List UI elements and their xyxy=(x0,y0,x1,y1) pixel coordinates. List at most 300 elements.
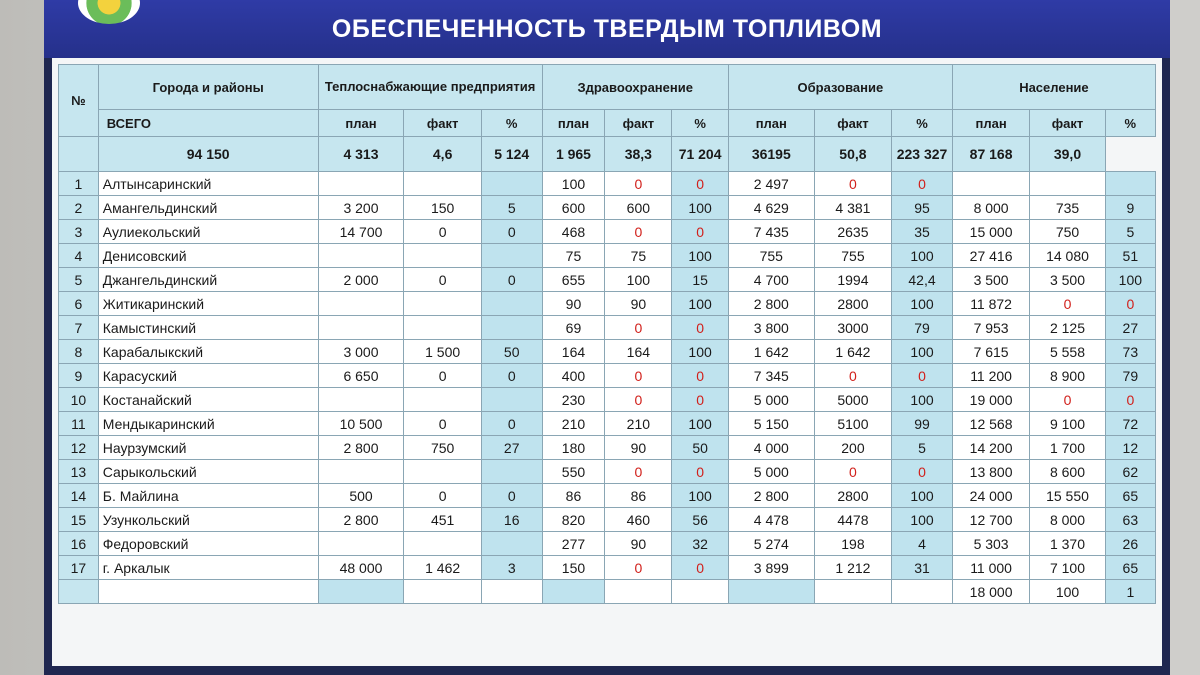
row-health-pct: 100 xyxy=(672,196,729,220)
table-row xyxy=(59,532,1156,556)
row-health-pct: 50 xyxy=(672,436,729,460)
row-population-plan: 14 200 xyxy=(952,436,1029,460)
row-education-pct: 35 xyxy=(892,220,953,244)
row-population-plan: 13 800 xyxy=(952,460,1029,484)
row-health-pct: 100 xyxy=(672,340,729,364)
row-health-fact: 0 xyxy=(605,460,672,484)
row-number: 17 xyxy=(59,556,99,580)
row-heat-fact: 1 500 xyxy=(404,340,481,364)
row-population-fact: 1 370 xyxy=(1030,532,1105,556)
row-population-pct: 79 xyxy=(1105,364,1155,388)
row-population-fact: 8 900 xyxy=(1030,364,1105,388)
row-health-plan: 69 xyxy=(542,316,605,340)
row-population-fact: 2 125 xyxy=(1030,316,1105,340)
row-education-fact: 5100 xyxy=(814,412,891,436)
row-population-pct: 9 xyxy=(1105,196,1155,220)
row-education-fact: 2800 xyxy=(814,292,891,316)
row-education-plan: 1 642 xyxy=(728,340,814,364)
row-population-plan: 27 416 xyxy=(952,244,1029,268)
row-health-plan: 180 xyxy=(542,436,605,460)
row-education-fact: 0 xyxy=(814,364,891,388)
row-population-pct: 65 xyxy=(1105,556,1155,580)
row-heat-plan: 10 500 xyxy=(318,412,404,436)
total-no xyxy=(59,137,99,172)
row-education-plan: 3 800 xyxy=(728,316,814,340)
row-health-pct: 0 xyxy=(672,460,729,484)
row-number: 14 xyxy=(59,484,99,508)
row-heat-fact: 750 xyxy=(404,436,481,460)
row-education-fact: 4 381 xyxy=(814,196,891,220)
row-number: 8 xyxy=(59,340,99,364)
row-education-pct: 95 xyxy=(892,196,953,220)
row-number: 5 xyxy=(59,268,99,292)
row-health-pct: 0 xyxy=(672,316,729,340)
row-heat-pct xyxy=(481,388,542,412)
header-education: Образование xyxy=(728,65,952,110)
header-population: Население xyxy=(952,65,1155,110)
row-district-name: Алтынсаринский xyxy=(98,172,318,196)
row-heat-plan: 6 650 xyxy=(318,364,404,388)
row-health-fact: 86 xyxy=(605,484,672,508)
row-population-pct: 26 xyxy=(1105,532,1155,556)
row-education-plan: 4 478 xyxy=(728,508,814,532)
table-row xyxy=(59,484,1156,508)
header-total-label: ВСЕГО xyxy=(98,110,318,137)
row-district-name: Наурзумский xyxy=(98,436,318,460)
row-health-pct: 15 xyxy=(672,268,729,292)
row-heat-pct xyxy=(481,460,542,484)
row-education-fact: 1 212 xyxy=(814,556,891,580)
total-heat-plan: 94 150 xyxy=(98,137,318,172)
row-population-pct: 0 xyxy=(1105,388,1155,412)
row-health-fact: 0 xyxy=(605,316,672,340)
row-population-plan: 19 000 xyxy=(952,388,1029,412)
row-heat-fact xyxy=(404,388,481,412)
row-education-pct: 4 xyxy=(892,532,953,556)
header-heat-plan: план xyxy=(318,110,404,137)
row-population-fact: 5 558 xyxy=(1030,340,1105,364)
row-district-name: Сарыкольский xyxy=(98,460,318,484)
row-heat-fact xyxy=(404,532,481,556)
row-education-plan: 4 000 xyxy=(728,436,814,460)
total-population-pct: 39,0 xyxy=(1030,137,1105,172)
row-district-name: Костанайский xyxy=(98,388,318,412)
row-district-name: Карабалыкский xyxy=(98,340,318,364)
row-health-plan: 100 xyxy=(542,172,605,196)
row-heat-fact: 0 xyxy=(404,484,481,508)
row-health-plan: 468 xyxy=(542,220,605,244)
table-row xyxy=(59,556,1156,580)
extra-empty-cell xyxy=(404,580,481,604)
row-district-name: Житикаринский xyxy=(98,292,318,316)
row-district-name: Карасуский xyxy=(98,364,318,388)
row-education-fact: 755 xyxy=(814,244,891,268)
row-education-fact: 1 642 xyxy=(814,340,891,364)
row-district-name: Б. Майлина xyxy=(98,484,318,508)
header-health-pct: % xyxy=(672,110,729,137)
header-education-fact: факт xyxy=(814,110,891,137)
row-education-pct: 79 xyxy=(892,316,953,340)
row-education-pct: 100 xyxy=(892,388,953,412)
row-district-name: Аулиекольский xyxy=(98,220,318,244)
row-heat-fact xyxy=(404,172,481,196)
row-heat-pct: 0 xyxy=(481,268,542,292)
row-population-fact: 1 700 xyxy=(1030,436,1105,460)
row-health-plan: 550 xyxy=(542,460,605,484)
total-education-plan: 71 204 xyxy=(672,137,729,172)
header-heat: Теплоснабжающие предприятия xyxy=(318,65,542,110)
row-heat-pct xyxy=(481,292,542,316)
extra-population-fact: 100 xyxy=(1030,580,1105,604)
row-health-plan: 820 xyxy=(542,508,605,532)
row-number: 16 xyxy=(59,532,99,556)
row-number: 13 xyxy=(59,460,99,484)
row-district-name: Узункольский xyxy=(98,508,318,532)
row-health-plan: 230 xyxy=(542,388,605,412)
row-education-fact: 2635 xyxy=(814,220,891,244)
row-education-pct: 100 xyxy=(892,244,953,268)
table-row xyxy=(59,196,1156,220)
row-population-pct: 51 xyxy=(1105,244,1155,268)
row-health-plan: 90 xyxy=(542,292,605,316)
row-heat-fact xyxy=(404,244,481,268)
extra-empty-cell xyxy=(481,580,542,604)
row-heat-pct: 50 xyxy=(481,340,542,364)
row-education-fact: 1994 xyxy=(814,268,891,292)
row-education-fact: 5000 xyxy=(814,388,891,412)
row-number: 15 xyxy=(59,508,99,532)
row-heat-plan: 3 000 xyxy=(318,340,404,364)
row-education-fact: 0 xyxy=(814,460,891,484)
row-population-fact: 8 600 xyxy=(1030,460,1105,484)
row-education-pct: 31 xyxy=(892,556,953,580)
row-health-fact: 75 xyxy=(605,244,672,268)
row-heat-plan xyxy=(318,388,404,412)
header-health-plan: план xyxy=(542,110,605,137)
row-heat-pct: 0 xyxy=(481,220,542,244)
row-district-name: Федоровский xyxy=(98,532,318,556)
row-population-pct: 5 xyxy=(1105,220,1155,244)
extra-population-pct: 1 xyxy=(1105,580,1155,604)
row-education-pct: 5 xyxy=(892,436,953,460)
row-population-pct: 62 xyxy=(1105,460,1155,484)
extra-population-plan: 18 000 xyxy=(952,580,1029,604)
total-health-plan: 5 124 xyxy=(481,137,542,172)
row-population-pct xyxy=(1105,172,1155,196)
table-row xyxy=(59,364,1156,388)
row-population-pct: 65 xyxy=(1105,484,1155,508)
row-population-fact: 0 xyxy=(1030,388,1105,412)
row-heat-plan xyxy=(318,172,404,196)
row-health-fact: 0 xyxy=(605,220,672,244)
row-heat-pct: 3 xyxy=(481,556,542,580)
row-education-plan: 4 629 xyxy=(728,196,814,220)
row-district-name: Денисовский xyxy=(98,244,318,268)
row-education-fact: 3000 xyxy=(814,316,891,340)
table-row xyxy=(59,340,1156,364)
row-heat-fact xyxy=(404,316,481,340)
row-heat-plan: 2 800 xyxy=(318,508,404,532)
row-health-fact: 90 xyxy=(605,532,672,556)
row-health-pct: 0 xyxy=(672,220,729,244)
row-heat-pct: 0 xyxy=(481,364,542,388)
header-population-plan: план xyxy=(952,110,1029,137)
row-education-plan: 7 435 xyxy=(728,220,814,244)
row-education-plan: 2 800 xyxy=(728,484,814,508)
row-education-fact: 0 xyxy=(814,172,891,196)
row-education-pct: 100 xyxy=(892,484,953,508)
row-health-plan: 75 xyxy=(542,244,605,268)
row-heat-plan xyxy=(318,292,404,316)
row-heat-fact: 0 xyxy=(404,364,481,388)
row-education-plan: 3 899 xyxy=(728,556,814,580)
row-heat-plan: 500 xyxy=(318,484,404,508)
row-heat-fact: 0 xyxy=(404,268,481,292)
row-population-plan xyxy=(952,172,1029,196)
row-health-plan: 164 xyxy=(542,340,605,364)
row-heat-plan xyxy=(318,460,404,484)
row-heat-plan xyxy=(318,244,404,268)
row-population-plan: 12 568 xyxy=(952,412,1029,436)
row-health-fact: 210 xyxy=(605,412,672,436)
header-heat-pct: % xyxy=(481,110,542,137)
header-population-fact: факт xyxy=(1030,110,1105,137)
table-row xyxy=(59,316,1156,340)
table-row xyxy=(59,292,1156,316)
page-title: ОБЕСПЕЧЕННОСТЬ ТВЕРДЫМ ТОПЛИВОМ xyxy=(44,0,1170,58)
row-heat-pct: 0 xyxy=(481,484,542,508)
row-number: 1 xyxy=(59,172,99,196)
row-district-name: Мендыкаринский xyxy=(98,412,318,436)
row-population-plan: 15 000 xyxy=(952,220,1029,244)
row-population-pct: 73 xyxy=(1105,340,1155,364)
row-heat-pct: 16 xyxy=(481,508,542,532)
row-health-fact: 460 xyxy=(605,508,672,532)
row-health-plan: 210 xyxy=(542,412,605,436)
row-education-plan: 5 000 xyxy=(728,460,814,484)
table-row xyxy=(59,388,1156,412)
row-health-pct: 0 xyxy=(672,388,729,412)
row-education-fact: 4478 xyxy=(814,508,891,532)
row-heat-fact: 1 462 xyxy=(404,556,481,580)
header-population-pct: % xyxy=(1105,110,1155,137)
row-health-pct: 100 xyxy=(672,292,729,316)
row-population-fact: 7 100 xyxy=(1030,556,1105,580)
table-row xyxy=(59,220,1156,244)
row-education-pct: 0 xyxy=(892,172,953,196)
row-heat-pct xyxy=(481,532,542,556)
total-heat-pct: 4,6 xyxy=(404,137,481,172)
row-heat-plan: 14 700 xyxy=(318,220,404,244)
header-education-plan: план xyxy=(728,110,814,137)
row-district-name: Камыстинский xyxy=(98,316,318,340)
screen xyxy=(44,0,1170,675)
row-health-pct: 0 xyxy=(672,556,729,580)
total-health-fact: 1 965 xyxy=(542,137,605,172)
row-population-pct: 0 xyxy=(1105,292,1155,316)
total-row xyxy=(59,137,1156,172)
header-cities: Города и районы xyxy=(98,65,318,110)
row-population-plan: 3 500 xyxy=(952,268,1029,292)
row-population-fact: 735 xyxy=(1030,196,1105,220)
row-heat-pct xyxy=(481,244,542,268)
row-number: 2 xyxy=(59,196,99,220)
extra-empty-cell xyxy=(98,580,318,604)
row-heat-fact: 0 xyxy=(404,220,481,244)
row-heat-plan xyxy=(318,316,404,340)
extra-empty-cell xyxy=(59,580,99,604)
row-population-fact xyxy=(1030,172,1105,196)
total-heat-fact: 4 313 xyxy=(318,137,404,172)
total-population-plan: 223 327 xyxy=(892,137,953,172)
row-district-name: г. Аркалык xyxy=(98,556,318,580)
extra-empty-cell xyxy=(542,580,605,604)
row-education-fact: 200 xyxy=(814,436,891,460)
row-number: 7 xyxy=(59,316,99,340)
row-health-fact: 0 xyxy=(605,364,672,388)
total-health-pct: 38,3 xyxy=(605,137,672,172)
table-row-extra xyxy=(59,580,1156,604)
row-health-pct: 0 xyxy=(672,364,729,388)
row-heat-plan xyxy=(318,532,404,556)
row-population-fact: 750 xyxy=(1030,220,1105,244)
header-health: Здравоохранение xyxy=(542,65,728,110)
row-population-pct: 72 xyxy=(1105,412,1155,436)
extra-empty-cell xyxy=(605,580,672,604)
row-population-fact: 9 100 xyxy=(1030,412,1105,436)
row-heat-pct: 5 xyxy=(481,196,542,220)
row-heat-pct xyxy=(481,316,542,340)
row-heat-plan: 3 200 xyxy=(318,196,404,220)
row-education-pct: 42,4 xyxy=(892,268,953,292)
row-health-fact: 0 xyxy=(605,388,672,412)
row-education-pct: 100 xyxy=(892,508,953,532)
row-health-pct: 100 xyxy=(672,244,729,268)
row-heat-pct: 0 xyxy=(481,412,542,436)
row-number: 4 xyxy=(59,244,99,268)
row-education-pct: 0 xyxy=(892,460,953,484)
row-number: 6 xyxy=(59,292,99,316)
row-health-pct: 32 xyxy=(672,532,729,556)
row-health-fact: 90 xyxy=(605,292,672,316)
fuel-table xyxy=(58,64,1156,604)
row-population-fact: 14 080 xyxy=(1030,244,1105,268)
table-row xyxy=(59,412,1156,436)
row-health-pct: 100 xyxy=(672,412,729,436)
row-education-plan: 5 274 xyxy=(728,532,814,556)
row-heat-plan: 2 000 xyxy=(318,268,404,292)
table-panel xyxy=(52,58,1162,666)
row-education-pct: 0 xyxy=(892,364,953,388)
row-education-plan: 2 497 xyxy=(728,172,814,196)
total-education-fact: 36195 xyxy=(728,137,814,172)
row-education-pct: 100 xyxy=(892,340,953,364)
row-health-pct: 0 xyxy=(672,172,729,196)
row-population-fact: 15 550 xyxy=(1030,484,1105,508)
row-education-plan: 5 000 xyxy=(728,388,814,412)
row-heat-fact xyxy=(404,460,481,484)
table-row xyxy=(59,508,1156,532)
row-health-pct: 100 xyxy=(672,484,729,508)
extra-empty-cell xyxy=(672,580,729,604)
row-health-fact: 600 xyxy=(605,196,672,220)
row-health-pct: 56 xyxy=(672,508,729,532)
row-population-fact: 0 xyxy=(1030,292,1105,316)
header-heat-fact: факт xyxy=(404,110,481,137)
header-no: № xyxy=(59,65,99,137)
row-health-plan: 150 xyxy=(542,556,605,580)
row-population-plan: 11 200 xyxy=(952,364,1029,388)
table-row xyxy=(59,172,1156,196)
row-population-plan: 24 000 xyxy=(952,484,1029,508)
table-row xyxy=(59,268,1156,292)
row-heat-fact: 0 xyxy=(404,412,481,436)
table-row xyxy=(59,436,1156,460)
row-health-plan: 655 xyxy=(542,268,605,292)
extra-empty-cell xyxy=(814,580,891,604)
row-population-plan: 11 872 xyxy=(952,292,1029,316)
row-health-fact: 0 xyxy=(605,556,672,580)
row-health-fact: 100 xyxy=(605,268,672,292)
row-education-fact: 2800 xyxy=(814,484,891,508)
total-education-pct: 50,8 xyxy=(814,137,891,172)
row-population-plan: 7 615 xyxy=(952,340,1029,364)
row-heat-fact xyxy=(404,292,481,316)
row-heat-pct: 27 xyxy=(481,436,542,460)
row-health-plan: 86 xyxy=(542,484,605,508)
table-row xyxy=(59,244,1156,268)
row-education-plan: 4 700 xyxy=(728,268,814,292)
row-education-plan: 755 xyxy=(728,244,814,268)
row-number: 3 xyxy=(59,220,99,244)
row-population-fact: 8 000 xyxy=(1030,508,1105,532)
row-heat-fact: 150 xyxy=(404,196,481,220)
row-heat-fact: 451 xyxy=(404,508,481,532)
row-district-name: Амангельдинский xyxy=(98,196,318,220)
row-number: 10 xyxy=(59,388,99,412)
row-number: 11 xyxy=(59,412,99,436)
row-heat-pct xyxy=(481,172,542,196)
row-number: 12 xyxy=(59,436,99,460)
row-population-pct: 27 xyxy=(1105,316,1155,340)
row-education-plan: 5 150 xyxy=(728,412,814,436)
row-population-pct: 63 xyxy=(1105,508,1155,532)
row-education-plan: 2 800 xyxy=(728,292,814,316)
extra-empty-cell xyxy=(728,580,814,604)
row-population-plan: 8 000 xyxy=(952,196,1029,220)
row-health-plan: 600 xyxy=(542,196,605,220)
extra-empty-cell xyxy=(892,580,953,604)
row-heat-plan: 2 800 xyxy=(318,436,404,460)
row-health-plan: 277 xyxy=(542,532,605,556)
total-population-fact: 87 168 xyxy=(952,137,1029,172)
row-population-pct: 100 xyxy=(1105,268,1155,292)
row-district-name: Джангельдинский xyxy=(98,268,318,292)
row-education-pct: 100 xyxy=(892,292,953,316)
row-population-fact: 3 500 xyxy=(1030,268,1105,292)
row-population-plan: 12 700 xyxy=(952,508,1029,532)
row-population-plan: 11 000 xyxy=(952,556,1029,580)
row-education-plan: 7 345 xyxy=(728,364,814,388)
table-body xyxy=(59,137,1156,604)
row-health-plan: 400 xyxy=(542,364,605,388)
row-health-fact: 90 xyxy=(605,436,672,460)
row-education-fact: 198 xyxy=(814,532,891,556)
row-population-plan: 7 953 xyxy=(952,316,1029,340)
row-population-plan: 5 303 xyxy=(952,532,1029,556)
extra-empty-cell xyxy=(318,580,404,604)
row-health-fact: 164 xyxy=(605,340,672,364)
